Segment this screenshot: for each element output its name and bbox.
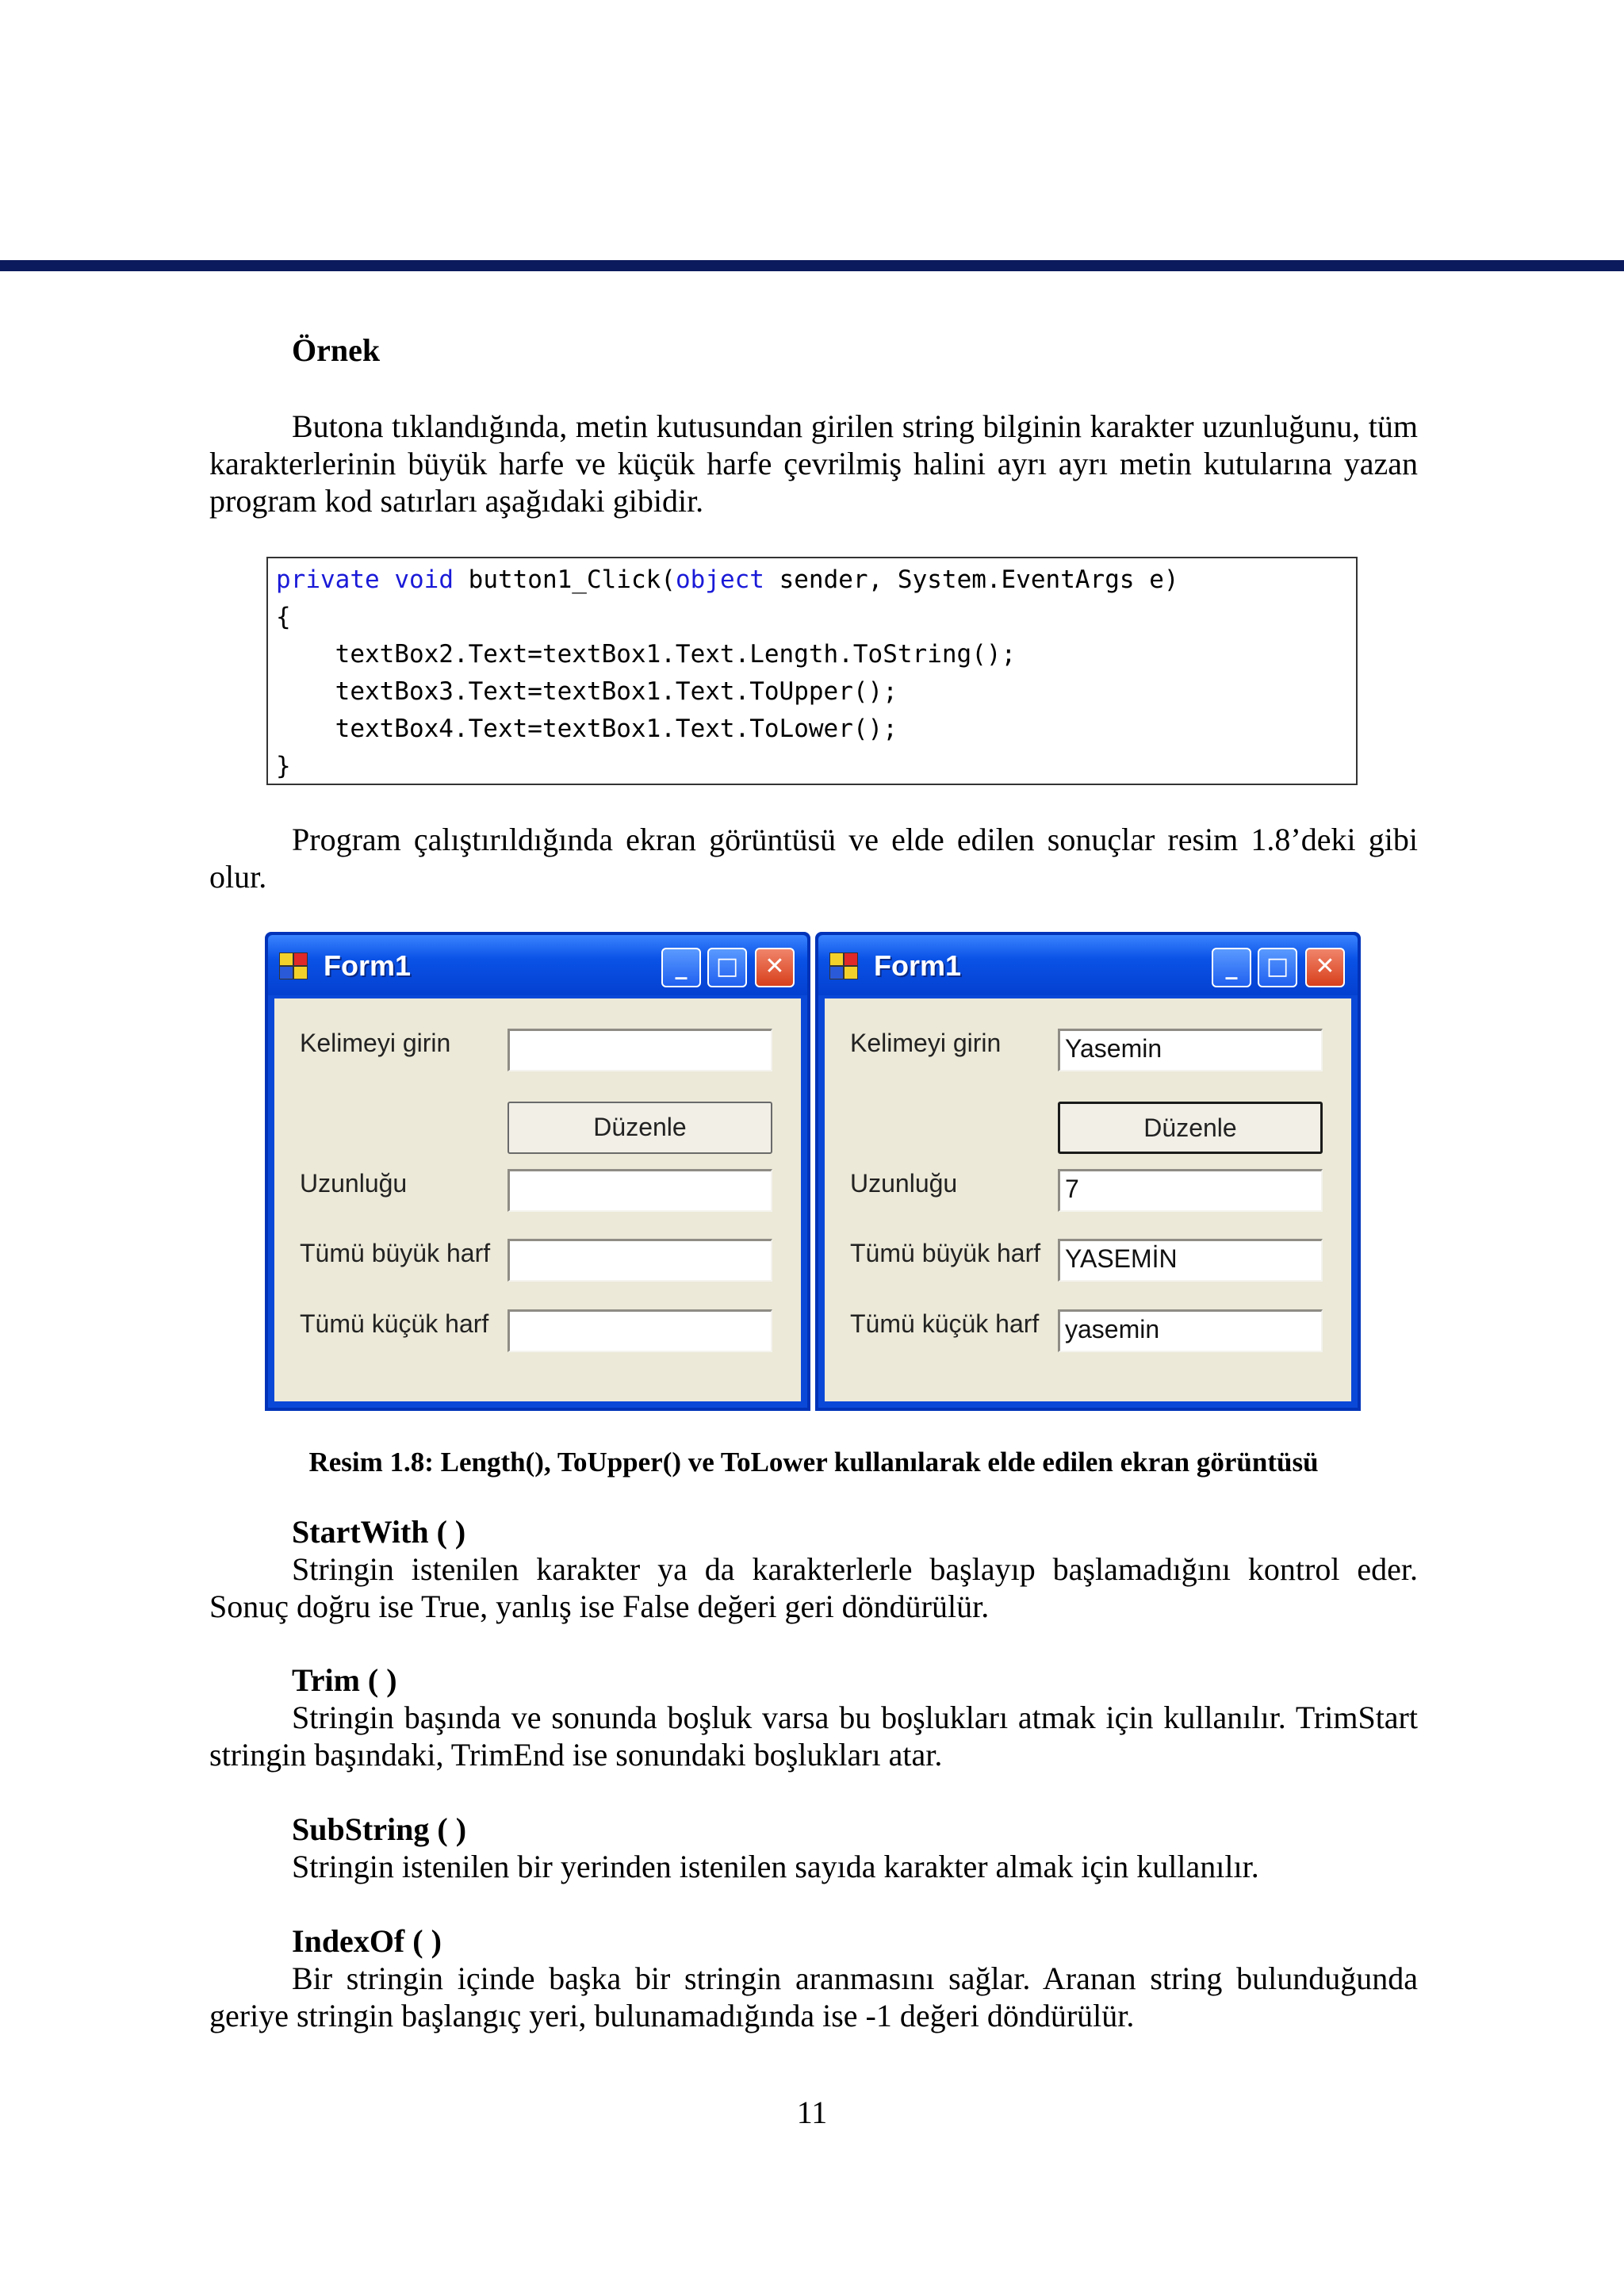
page-number: 11 — [796, 2095, 828, 2130]
code-block — [266, 557, 1358, 785]
word-label: Kelimeyi girin — [300, 1029, 451, 1057]
code-line: textBox4.Text=textBox1.Text.ToLower(); — [276, 715, 898, 743]
upper-label: Tümü büyük harf — [850, 1239, 1041, 1267]
word-label: Kelimeyi girin — [850, 1029, 1002, 1057]
upper-label: Tümü büyük harf — [300, 1239, 491, 1267]
close-button[interactable]: ✕ — [755, 948, 795, 987]
title-bar[interactable] — [818, 935, 1358, 995]
intro-paragraph: Butona tıklandığında, metin kutusundan girilen string bilginin karakter uzunluğunu, tüm karakterlerinin büyük harfe ve küçük harfe çevrilmiş halini ayrı ayrı metin kutularına yazan program kod satırları aşağıdaki gibidir. — [209, 408, 1418, 519]
close-button[interactable]: ✕ — [1305, 948, 1345, 987]
upper-field[interactable] — [508, 1239, 772, 1282]
figure-caption: Resim 1.8: Length(), ToUpper() ve ToLower kullanılarak elde edilen ekran görüntüsü — [308, 1447, 1319, 1478]
lower-field[interactable]: yasemin — [1058, 1309, 1323, 1352]
screenshot-figure — [265, 932, 1361, 1411]
maximize-button[interactable]: □ — [1258, 948, 1297, 987]
lower-field[interactable] — [508, 1309, 772, 1352]
code-keyword: private — [276, 565, 380, 594]
length-field[interactable] — [508, 1169, 772, 1212]
title-bar[interactable] — [268, 935, 807, 995]
section-text: Bir stringin içinde başka bir stringin aranmasını sağlar. Aranan string bulunduğunda geriye stringin başlangıç yeri, bulunamadığında ise -1 değeri döndürülür. — [209, 1960, 1418, 2033]
section-heading: SubString ( ) — [292, 1811, 467, 1847]
lower-label: Tümü küçük harf — [300, 1309, 489, 1338]
code-keyword: object — [675, 565, 764, 594]
upper-field[interactable]: YASEMİN — [1058, 1239, 1323, 1282]
form-icon — [279, 952, 308, 979]
word-input[interactable]: Yasemin — [1058, 1029, 1323, 1071]
form-icon — [829, 952, 858, 979]
section-text: Stringin istenilen bir yerinden istenilen sayıda karakter almak için kullanılır. — [292, 1849, 1259, 1884]
code-line: textBox3.Text=textBox1.Text.ToUpper(); — [276, 677, 898, 706]
window-title: Form1 — [874, 949, 962, 982]
form-window-empty — [265, 932, 810, 1411]
word-input[interactable] — [508, 1029, 772, 1071]
code-params: sender, System.EventArgs e) — [764, 565, 1179, 594]
minimize-button[interactable]: _ — [661, 948, 701, 987]
edit-button[interactable]: Düzenle — [508, 1102, 772, 1154]
lower-label: Tümü küçük harf — [850, 1309, 1040, 1338]
maximize-button[interactable]: □ — [707, 948, 747, 987]
section-heading: IndexOf ( ) — [292, 1923, 442, 1959]
code-keyword: void — [394, 565, 454, 594]
section-heading: StartWith ( ) — [292, 1514, 466, 1550]
length-label: Uzunluğu — [850, 1169, 958, 1198]
window-title: Form1 — [324, 949, 412, 982]
length-label: Uzunluğu — [300, 1169, 408, 1198]
code-brace: { — [276, 603, 291, 631]
section-text: Stringin başında ve sonunda boşluk varsa bu boşlukları atmak için kullanılır. TrimStart stringin başındaki, TrimEnd ise sonundaki boşlukları atar. — [209, 1700, 1418, 1773]
code-brace: } — [276, 752, 291, 780]
example-heading: Örnek — [292, 332, 381, 368]
code-method: button1_Click( — [468, 565, 676, 594]
form-client-area — [274, 998, 801, 1401]
length-field[interactable]: 7 — [1058, 1169, 1323, 1212]
code-line: textBox2.Text=textBox1.Text.Length.ToString(); — [276, 640, 1017, 669]
form-window-filled — [815, 932, 1361, 1411]
result-paragraph: Program çalıştırıldığında ekran görüntüsü ve elde edilen sonuçlar resim 1.8’deki gibi olur. — [209, 822, 1418, 895]
minimize-button[interactable]: _ — [1212, 948, 1251, 987]
section-heading: Trim ( ) — [292, 1662, 397, 1698]
section-text: Stringin istenilen karakter ya da karakterlerle başlayıp başlamadığını kontrol eder. Sonuç doğru ise True, yanlış ise False değeri geri döndürülür. — [209, 1551, 1418, 1624]
header-rule — [0, 260, 1624, 271]
form-client-area — [825, 998, 1351, 1401]
edit-button[interactable]: Düzenle — [1058, 1102, 1323, 1154]
